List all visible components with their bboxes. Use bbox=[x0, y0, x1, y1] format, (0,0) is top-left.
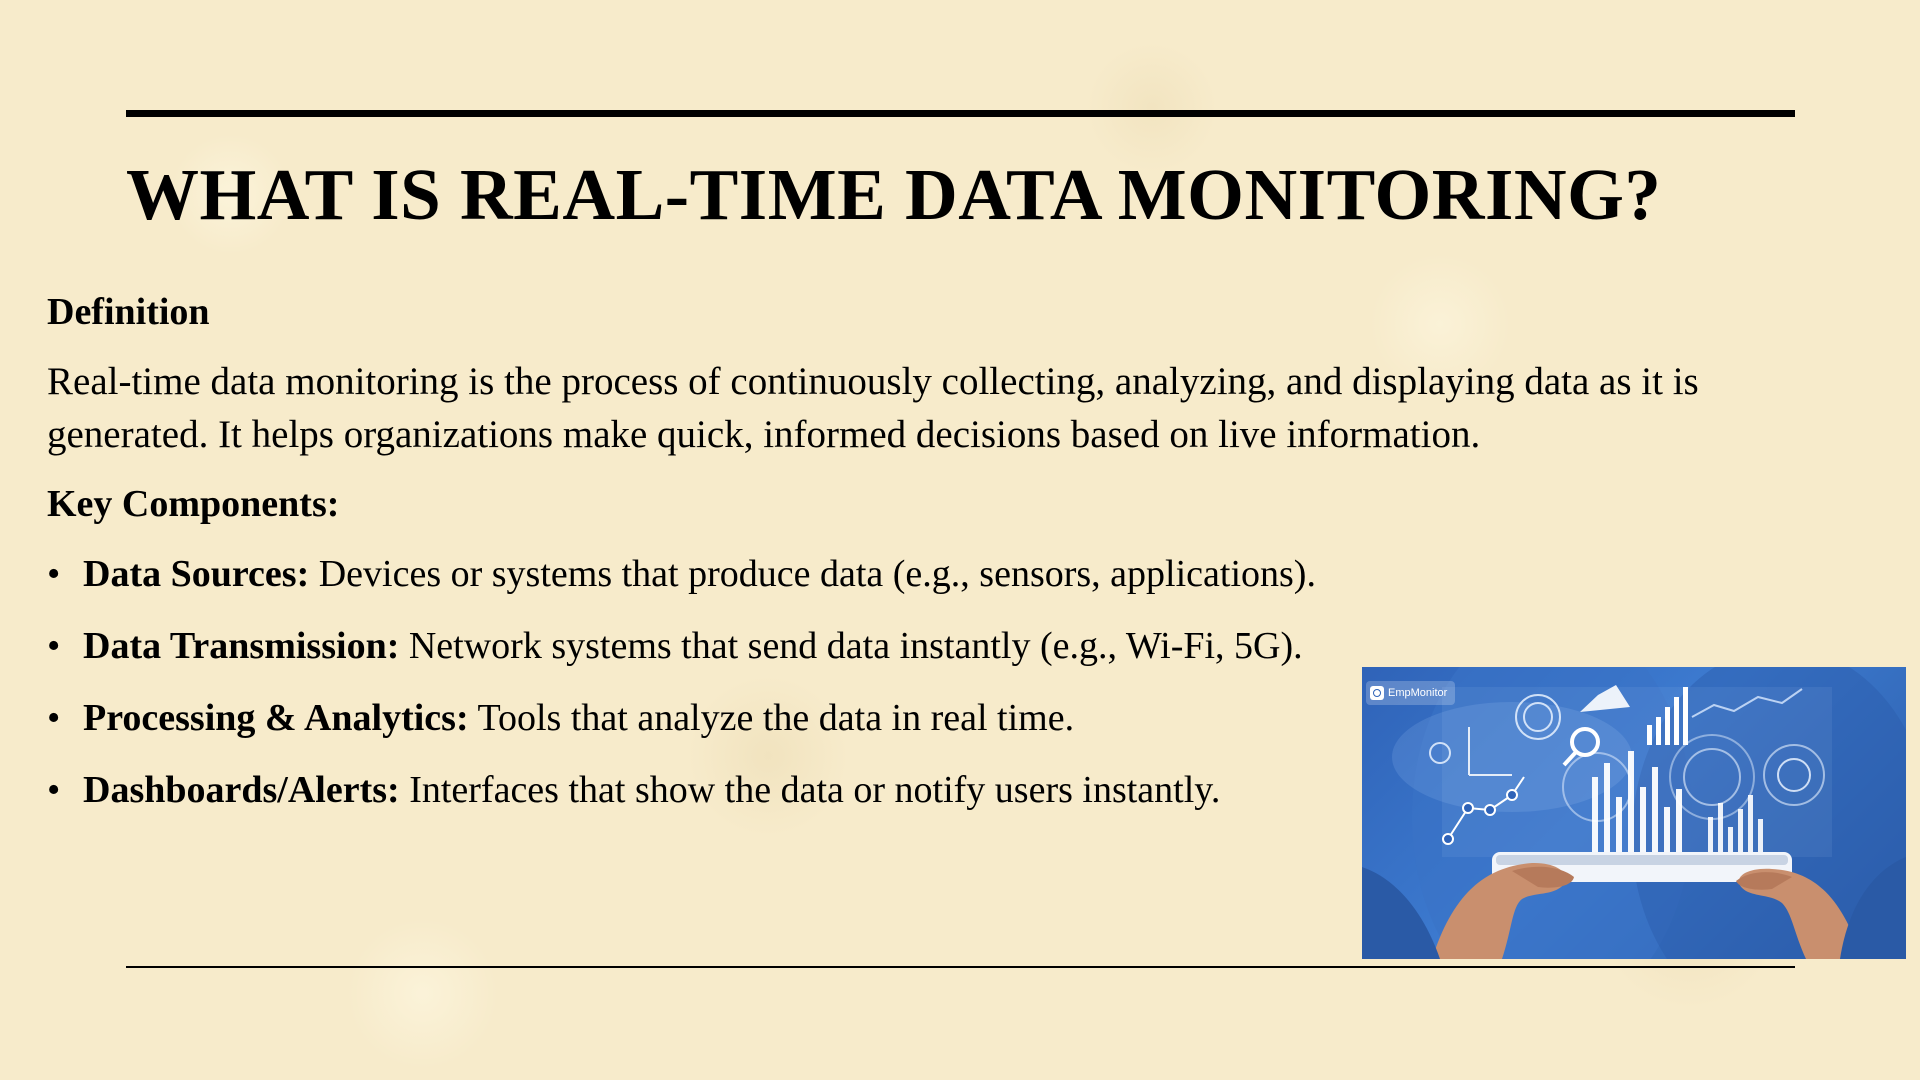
analytics-illustration bbox=[1362, 667, 1906, 959]
list-item bbox=[47, 622, 1807, 670]
title-top-rule bbox=[126, 110, 1795, 117]
bullet-description: Interfaces that show the data or notify users instantly. bbox=[409, 769, 1221, 811]
bullet-term: Data Transmission: bbox=[83, 625, 400, 667]
brand-label: EmpMonitor bbox=[1388, 687, 1448, 699]
bullet-icon: • bbox=[47, 769, 61, 811]
bullet-icon: • bbox=[47, 553, 61, 595]
analytics-tablet-image bbox=[1362, 667, 1906, 959]
bullet-description: Tools that analyze the data in real time. bbox=[477, 697, 1075, 739]
bullet-description: Network systems that send data instantly (e.g., Wi-Fi, 5G). bbox=[408, 625, 1303, 667]
footer-rule bbox=[126, 966, 1795, 968]
bullet-term: Dashboards/Alerts: bbox=[83, 769, 400, 811]
bullet-term: Data Sources: bbox=[83, 553, 310, 595]
bullet-icon: • bbox=[47, 625, 61, 667]
brand-badge bbox=[1366, 681, 1455, 705]
key-components-heading: Key Components: bbox=[47, 483, 340, 525]
bullet-term: Processing & Analytics: bbox=[83, 697, 469, 739]
bullet-icon: • bbox=[47, 697, 61, 739]
definition-text: Real-time data monitoring is the process of continuously collecting, analyzing, and displaying data as it is generated. It helps organizations make quick, informed decisions based on live information. bbox=[47, 360, 1699, 456]
brand-logo-icon bbox=[1370, 686, 1384, 700]
definition-heading: Definition bbox=[47, 291, 210, 333]
bullet-description: Devices or systems that produce data (e.g., sensors, applications). bbox=[318, 553, 1316, 595]
slide-title: WHAT IS REAL-TIME DATA MONITORING? bbox=[126, 154, 1662, 235]
list-item bbox=[47, 550, 1807, 598]
